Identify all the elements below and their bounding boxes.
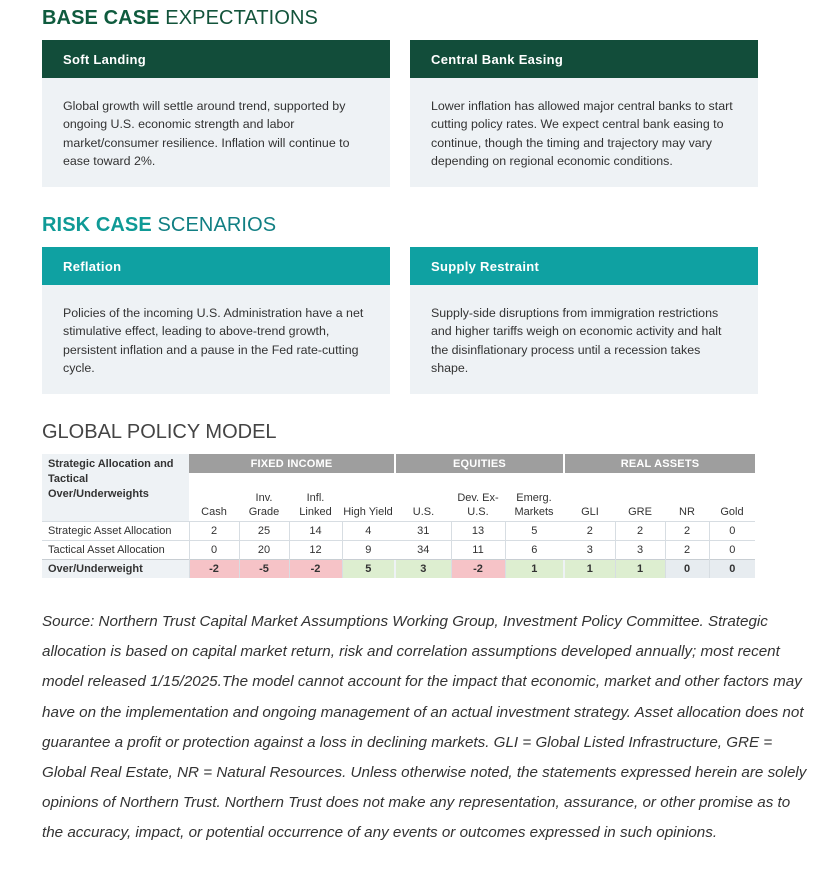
card-body: Lower inflation has allowed major central banks to start cutting policy rates. We expect central bank easing to continue, though the timing and trajectory may vary depending on regional economic conditions. xyxy=(431,99,733,169)
column-header: GRE xyxy=(628,505,652,518)
table-row-over-underweight xyxy=(42,559,755,578)
table-header-label: Strategic Allocation and Tactical Over/Underweights xyxy=(42,454,189,521)
column-header: Infl. Linked xyxy=(299,491,332,518)
base-case-title-light: EXPECTATIONS xyxy=(165,7,318,29)
table-cell: 1 xyxy=(565,559,615,578)
table-cell: 2 xyxy=(665,521,709,540)
soft-landing-card xyxy=(42,40,390,187)
table-cell: 0 xyxy=(709,521,755,540)
table-cell: 2 xyxy=(665,540,709,559)
table-cell: -2 xyxy=(189,559,239,578)
global-policy-model-title: GLOBAL POLICY MODEL xyxy=(42,421,277,443)
source-note: Source: Northern Trust Capital Market Assumptions Working Group, Investment Policy Committee. Strategic allocation is based on capital market return, risk and correlation assumptions developed annually; most recent model released 1/15/2025.The model cannot account for the impact that economic, market and other factors may have on the implementation and ongoing management of an actual investment strategy. Asset allocation does not guarantee a profit or protection against a loss in declining markets. GLI = Global Listed Infrastructure, GRE = Global Real Estate, NR = Natural Resources. Unless otherwise noted, the statements expressed herein are solely opinions of Northern Trust. Northern Trust does not make any representation, assurance, or other promise as to the accuracy, impact, or potential occurrence of any events or outcomes expressed in such opinions. xyxy=(42,613,807,842)
table-cell: -2 xyxy=(289,559,342,578)
table-cell: 3 xyxy=(565,540,615,559)
table-cell: 34 xyxy=(396,540,451,559)
table-cell: 9 xyxy=(342,540,394,559)
column-header: GLI xyxy=(581,505,599,518)
table-cell: 2 xyxy=(189,521,239,540)
base-case-title-strong: BASE CASE xyxy=(42,7,160,29)
card-heading: Reflation xyxy=(42,247,390,285)
central-bank-easing-card xyxy=(410,40,758,187)
card-body: Policies of the incoming U.S. Administration have a net stimulative effect, leading to above-trend growth, persistent inflation and a pause in the Fed rate-cutting cycle. xyxy=(63,306,364,376)
group-fixed-income: FIXED INCOME xyxy=(189,454,394,473)
table-cell: 0 xyxy=(665,559,709,578)
table-cell: 6 xyxy=(505,540,563,559)
column-header: High Yield xyxy=(343,505,393,518)
card-heading: Central Bank Easing xyxy=(410,40,758,78)
column-header: Inv. Grade xyxy=(248,491,280,518)
table-cell: 3 xyxy=(615,540,665,559)
global-policy-model-table xyxy=(42,454,755,578)
supply-restraint-card xyxy=(410,247,758,394)
card-body: Supply-side disruptions from immigration restrictions and higher tariffs weigh on economic activity and halt the disinflationary process until a recession takes shape. xyxy=(431,306,722,376)
row-label: Strategic Asset Allocation xyxy=(42,521,189,540)
table-cell: 31 xyxy=(396,521,451,540)
card-heading: Supply Restraint xyxy=(410,247,758,285)
column-header: Cash xyxy=(201,505,227,518)
table-cell: 1 xyxy=(505,559,563,578)
table-cell: 25 xyxy=(239,521,289,540)
table-cell: -2 xyxy=(451,559,505,578)
table-cell: 2 xyxy=(565,521,615,540)
column-header: U.S. xyxy=(412,505,435,518)
reflation-card xyxy=(42,247,390,394)
card-heading: Soft Landing xyxy=(42,40,390,78)
table-cell: 14 xyxy=(289,521,342,540)
column-header: Dev. Ex-U.S. xyxy=(457,491,499,518)
table-row xyxy=(42,540,755,559)
row-label: Tactical Asset Allocation xyxy=(42,540,189,559)
table-cell: 3 xyxy=(396,559,451,578)
card-body: Global growth will settle around trend, supported by ongoing U.S. economic strength and labor market/consumer resilience. Inflation will continue to ease toward 2%. xyxy=(63,99,350,169)
table-cell: -5 xyxy=(239,559,289,578)
table-cell: 0 xyxy=(189,540,239,559)
table-cell: 5 xyxy=(505,521,563,540)
table-row xyxy=(42,521,755,540)
table-cell: 13 xyxy=(451,521,505,540)
column-header: Gold xyxy=(720,505,744,518)
column-header: Emerg. Markets xyxy=(514,491,554,518)
base-case-title xyxy=(42,7,318,30)
group-equities: EQUITIES xyxy=(396,454,563,473)
table-cell: 0 xyxy=(709,559,755,578)
risk-case-title-light: SCENARIOS xyxy=(157,214,277,236)
risk-case-title xyxy=(42,214,276,237)
table-cell: 0 xyxy=(709,540,755,559)
group-real-assets: REAL ASSETS xyxy=(565,454,755,473)
table-cell: 2 xyxy=(615,521,665,540)
table-cell: 20 xyxy=(239,540,289,559)
table-cell: 1 xyxy=(615,559,665,578)
row-label: Over/Underweight xyxy=(42,559,189,578)
risk-case-title-strong: RISK CASE xyxy=(42,214,152,236)
table-cell: 12 xyxy=(289,540,342,559)
column-header: NR xyxy=(679,505,695,518)
table-cell: 4 xyxy=(342,521,394,540)
table-cell: 5 xyxy=(342,559,394,578)
table-cell: 11 xyxy=(451,540,505,559)
